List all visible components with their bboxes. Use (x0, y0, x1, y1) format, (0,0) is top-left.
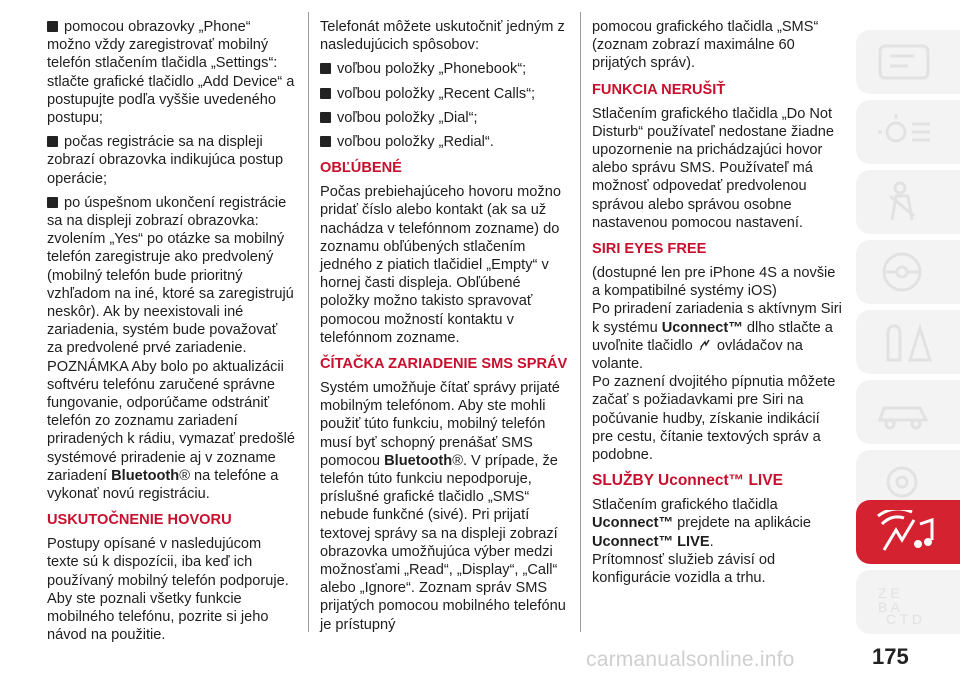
svg-text:C T D: C T D (886, 611, 923, 624)
tab-dashboard[interactable] (856, 30, 960, 94)
square-bullet-icon (320, 112, 331, 123)
column-2 (320, 18, 568, 640)
technical-data-icon (874, 460, 942, 504)
paragraph: Systém umožňuje čítať správy prijaté mobilným telefónom. Aby ste mohli použiť túto funkciu, mobilný telefón musí byť schopný prenášať SMS pomocou Bluetooth®. V prípade, že telefón túto funkciu nepodporuje, príslušné grafické tlačidlo „SMS“ nebude funkčné (sivé). Pri prijatí textovej správy sa na displeji zobrazí obrazovka umožňujúca výber medzi možnosťami „Read“, „Display“, „Call“ alebo „Ignore“. Zoznam správ SMS prijatých pomocou mobilného telefónu je prístupný (320, 380, 566, 633)
tab-safety[interactable] (856, 170, 960, 234)
bullet-item: voľbou položky „Recent Calls“; (320, 85, 568, 103)
paragraph: Po zaznení dvojitého pípnutia môžete začať s požiadavkami pre Siri na počúvanie hudby, získanie indikácií pre cestu, čítanie textových správ a podobne. (592, 374, 836, 464)
paragraph: Postupy opísané v nasledujúcom texte sú k dispozícii, iba keď ich používaný mobilný telefón podporuje. Aby ste poznali všetky funkcie mobilného telefónu, pozrite si jeho návod na použitie. (47, 536, 289, 644)
paragraph: Prítomnosť služieb závisí od konfigurácie vozidla a trhu. (592, 551, 776, 587)
alphabet-index-icon (874, 580, 942, 624)
warning-tools-icon (874, 320, 942, 364)
bullet-item: voľbou položky „Redial“. (320, 133, 568, 151)
note-paragraph: POZNÁMKA Aby bolo po aktualizácii softvéru telefónu zaručené správne fungovanie, odporúčame odstrániť telefón zo zoznamu zariadení priradených k rádiu, vymazať predošlé systémové priradenie aj v zozname zariadení Bluetooth® na telefóne a vykonať novú registráciu. (47, 358, 296, 503)
square-bullet-icon (320, 136, 331, 147)
tab-maintenance[interactable] (856, 380, 960, 444)
paragraph: pomocou grafického tlačidla „SMS“ (zoznam zobrazí maximálne 60 prijatých správ). (592, 19, 819, 72)
bullet-item: počas registrácie sa na displeji zobrazí obrazovka indikujúca postup operácie; (47, 134, 284, 187)
tab-driving[interactable] (856, 240, 960, 304)
voice-command-icon (699, 338, 711, 352)
tab-emergency[interactable] (856, 310, 960, 374)
bullet-item: po úspešnom ukončení registrácie sa na displeji zobrazí obrazovka: zvolením „Yes“ po otázke sa mobilný telefón zaregistruje ako predvolený (mobilný telefón bude prioritný vzhľadom na iné, ktoré sa zaregistrujú neskôr). Ak by neexistovali iné zariadenia, systém bude považovať za predvolené prvé zariadenie. (47, 194, 294, 357)
tab-index[interactable] (856, 570, 960, 634)
dashboard-icon (874, 40, 942, 84)
watermark: carmanualsonline.info (586, 648, 795, 671)
heading-sluzby-uconnect-live: SLUŽBY Uconnect™ LIVE (592, 472, 783, 490)
column-3 (592, 18, 842, 593)
column-divider-1 (308, 12, 309, 632)
column-1 (47, 18, 295, 651)
svg-text:B A: B A (878, 599, 900, 615)
car-service-icon (874, 390, 942, 434)
seatbelt-icon (874, 180, 942, 224)
column-divider-2 (580, 12, 581, 632)
heading-siri-eyes-free: SIRI EYES FREE (592, 241, 707, 258)
svg-text:Z E: Z E (878, 585, 900, 601)
paragraph: Stlačením grafického tlačidla „Do Not Disturb“ používateľ nedostane žiadne upozornenie na prichádzajúci hovor alebo správu SMS. Používateľ má možnosť odpovedať predvolenou správou alebo správou osobne nastavenou pomocou nastavení. (592, 105, 834, 231)
square-bullet-icon (47, 136, 58, 147)
paragraph: Stlačením grafického tlačidla Uconnect™ prejdete na aplikácie Uconnect™ LIVE. (592, 497, 812, 550)
sun-lights-icon (874, 110, 942, 154)
square-bullet-icon (47, 197, 58, 208)
multimedia-signal-note-icon (874, 510, 942, 558)
paragraph: (dostupné len pre iPhone 4S a novšie a kompatibilné systémy iOS) Po priradení zariadenia s aktívnym Siri k systému Uconnect™ dlho stlačte a uvoľnite tlačidlo ovládačov na volante. (592, 265, 842, 373)
tab-lights[interactable] (856, 100, 960, 164)
square-bullet-icon (320, 88, 331, 99)
heading-uskutocnenie-hovoru: USKUTOČNENIE HOVORU (47, 512, 232, 529)
heading-citacka-sms: ČÍTAČKA ZARIADENIE SMS SPRÁV (320, 356, 568, 373)
bullet-item: pomocou obrazovky „Phone“ možno vždy zaregistrovať mobilný telefón stlačením tlačidla „Settings“: stlačte grafické tlačidlo „Add Device“ a postupujte podľa vyššie uvedeného postupu; (47, 19, 295, 127)
bullet-item: voľbou položky „Phonebook“; (320, 60, 568, 78)
paragraph: Telefonát môžete uskutočniť jedným z nasledujúcich spôsobov: (320, 19, 565, 54)
steering-wheel-icon (874, 250, 942, 294)
tab-multimedia-active[interactable] (856, 500, 960, 564)
square-bullet-icon (320, 63, 331, 74)
heading-oblubene: OBĽÚBENÉ (320, 160, 402, 177)
heading-funkcia-nerusit: FUNKCIA NERUŠIŤ (592, 81, 726, 98)
paragraph: Počas prebiehajúceho hovoru možno pridať číslo alebo kontakt (ak sa už nachádza v telefónnom zozname) do zoznamu obľúbených stlačením jedného z piatich tlačidiel „Empty“ v hornej časti displeja. Obľúbené položky možno takisto spravovať pomocou možností kontaktu v telefónnom zozname. (320, 184, 561, 346)
square-bullet-icon (47, 21, 58, 32)
page-number: 175 (872, 644, 909, 669)
bullet-item: voľbou položky „Dial“; (320, 109, 568, 127)
